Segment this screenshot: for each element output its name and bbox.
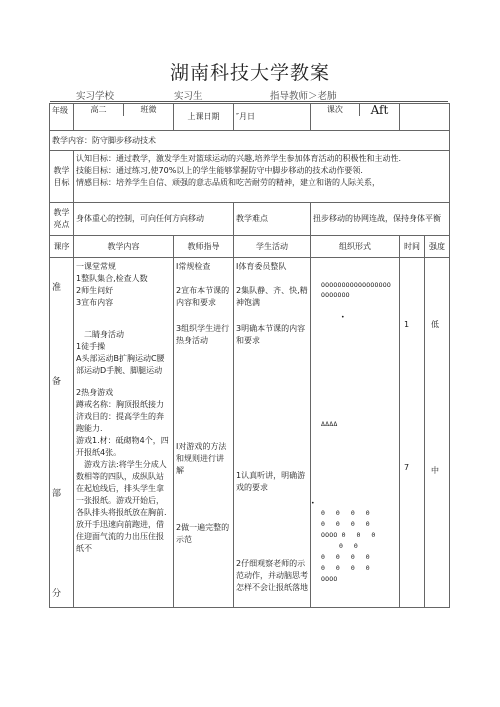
header-section: 课序 (50, 236, 74, 258)
formation-triangles: ΔΔΔΔ (321, 420, 338, 428)
student-item: 2集队静、齐、快,精神饱满 (236, 286, 308, 307)
teacher-label: 指导教师＞老肺 (270, 91, 337, 102)
date-label: 上课日期 (174, 104, 234, 131)
school-label: 实习学校 (76, 91, 115, 102)
teacher-column (174, 258, 234, 608)
org-column (311, 258, 400, 608)
keypoint-label: 教学亮点 (50, 203, 74, 236)
difficulty-text: 扭步移动的协网连战，保持身体平衡 (311, 203, 450, 236)
goals-label: 教学目标 (50, 151, 74, 203)
student-item: 2仔细观察老师的示范动作，并动脑思考怎样不会让报纸落地 (236, 559, 308, 592)
goal-emotion: 情感目标：培养学生自信、顽强的意志品质和吃苦耐劳的精神，建立和谐的人际关系， (76, 178, 380, 187)
body-row (50, 258, 450, 608)
keypoints-row (50, 203, 450, 236)
student-label: 实习生 (174, 91, 203, 102)
document-title: 湖南科技大学教案 (169, 62, 330, 84)
formation-grid (321, 508, 376, 585)
grid-row: 0 0 0 0 (321, 509, 370, 517)
content-line: 3宣布内容 (76, 298, 114, 307)
student-item: 3明确本节课的内容和要求 (236, 324, 306, 345)
grid-row: 0 0 0 0 (321, 553, 370, 561)
student-column (234, 258, 311, 608)
date-value: ″月日 (234, 104, 311, 131)
grid-row: OOOO (321, 575, 338, 583)
lesson-plan-table (49, 103, 450, 608)
grid-row: 0 0 (339, 542, 359, 550)
time-column (400, 258, 425, 608)
stage-label: 部 (52, 489, 62, 499)
grid-row: 0 0 0 0 (321, 564, 370, 572)
intensity-column (425, 258, 450, 608)
period-value: Aft (359, 104, 399, 116)
stage-label: 分 (52, 589, 62, 599)
intensity-value: 低 (431, 320, 439, 329)
teacher-item: I常规检查 (176, 262, 211, 271)
keypoint-text: 身体重心的控制，可向任何方向移动 (74, 203, 234, 236)
header-content: 教学内容 (74, 236, 174, 258)
content-line: 蹲戒名称：胸顶报纸接力 (76, 400, 164, 409)
teacher-item: 2宣布本节课的内容和要求 (176, 286, 230, 307)
header-org: 组织形式 (311, 236, 400, 258)
content-line: 二睛身活动 (84, 330, 124, 339)
stage-label: 准 (52, 283, 62, 293)
content-line: 游戏方法:将学生分成人数相等的四队，成纵队站在起尬线后，排头学生拿一张报纸。游戏开始后，各队排头将报纸放在胸前.放开手迅速向前跑进，借住迎面气流的力出压住报纸不 (76, 460, 167, 553)
content-line: 游戏1.材：砥砌物4个，四开报纸4张。 (76, 436, 169, 457)
goal-skill: 技能目标：通过练习,使70%以上的学生能够掌握防守中脚步移动的技术动作要领. (76, 166, 363, 175)
difficulty-label: 教学难点 (234, 203, 311, 236)
teacher-item: 3组织学生进行热身活动 (176, 324, 230, 345)
content-line: 1整队集合,检查人数 (76, 274, 148, 283)
content-line: 2热身游戏 (76, 388, 114, 397)
stage-column (50, 258, 74, 608)
period-label: 课次 (326, 105, 343, 114)
class-label: 班微 (123, 104, 173, 116)
stage-label: 备 (52, 377, 62, 387)
teacher-item: 2做一遍完整的示范 (176, 523, 230, 544)
header-time: 时间 (400, 236, 425, 258)
student-item: I体育委员整队 (236, 262, 287, 271)
grid-row: OOOO 0 0 0 (321, 531, 376, 539)
grid-row: 0 0 0 0 (321, 520, 370, 528)
marker-dot: • (311, 500, 315, 507)
grade-value: 高二 (90, 105, 107, 114)
goals-row (50, 151, 450, 203)
content-line: 1徒手操 (76, 342, 106, 351)
content-line: 一课堂常规 (76, 262, 116, 271)
content-line: 济戏目的：提高学生的奔跑能力. (76, 412, 164, 433)
content-column (74, 258, 174, 608)
content-line: A头部运动B扩胸运动C腰部运动D手腕、脚腿运动 (76, 354, 165, 375)
header-underline (50, 101, 448, 102)
formation-circles: OOOOOOOOOOOOOOOOOOOOOOOO (321, 281, 391, 299)
lesson-content: 教学内容：防守脚步移动技术 (50, 131, 450, 151)
time-value: 7 (404, 463, 410, 472)
student-item: 1认真听讲，明确游戏的要求 (236, 471, 306, 492)
header-row (50, 236, 450, 258)
marker-dot: • (341, 314, 345, 321)
header-intensity: 强度 (425, 236, 450, 258)
header-teacher: 教师指导 (174, 236, 234, 258)
grade-label: 年级 (50, 104, 74, 131)
content-line: 2师生问好 (76, 286, 114, 295)
intensity-value: 中 (431, 466, 439, 475)
teacher-item: I对游戏的方法和规则进行讲解 (176, 442, 227, 475)
header-student: 学生活动 (234, 236, 311, 258)
time-value: 1 (404, 320, 410, 329)
goal-cognitive: 认知目标：通过教学，激发学生对篮球运动的兴趣,培养学生参加体育活动的积极性和主动性. (76, 154, 402, 163)
content-row (50, 131, 450, 151)
info-row (50, 104, 450, 131)
